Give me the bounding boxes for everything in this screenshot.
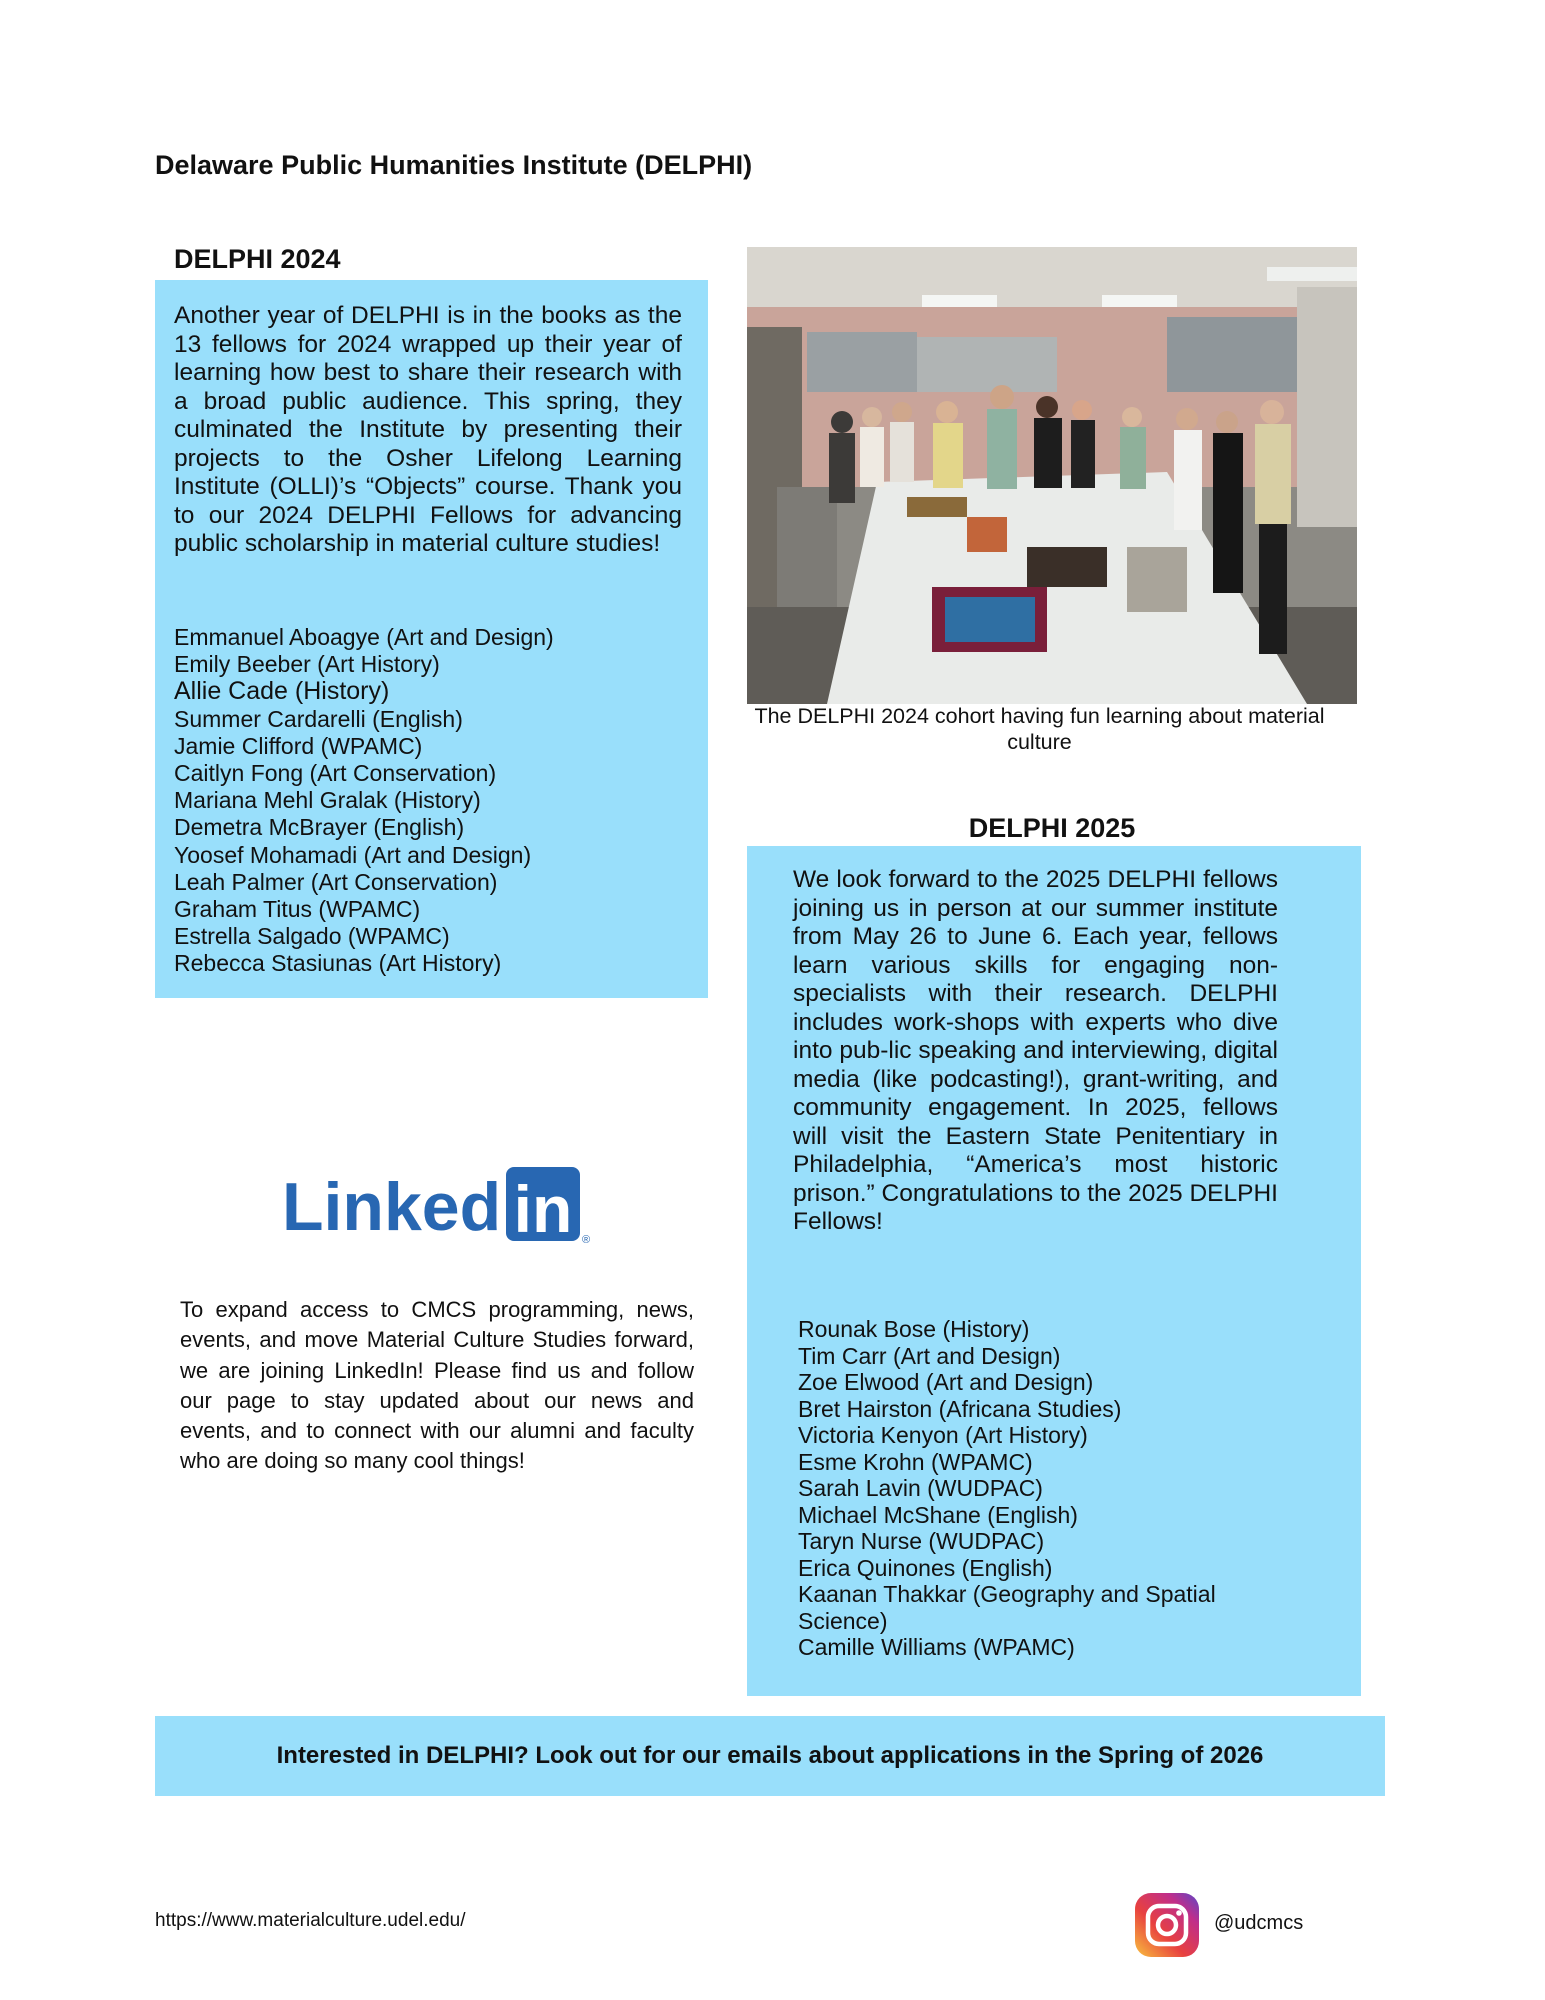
registered-mark: ® [582, 1234, 591, 1245]
list-item: Emmanuel Aboagye (Art and Design) [174, 624, 554, 650]
cohort-photo [747, 247, 1357, 704]
delphi-2025-body: We look forward to the 2025 DELPHI fellows joining us in person at our summer institute from May 26 to June 6. Each year, fellows learn various skills for engaging non-specialists with their research. DELPHI includes work-shops with experts who dive into pub-lic speaking and interviewing, digital media (like podcasting!), grant-writing, and community engagement. In 2025, fellows will visit the Eastern State Penitentiary in Philadelphia, “America’s most historic prison.” Congratulations to the 2025 DELPHI Fellows! [793, 866, 1278, 1235]
linkedin-logo-in: in [513, 1172, 573, 1245]
list-item: Summer Cardarelli (English) [174, 705, 463, 732]
list-item: Zoe Elwood (Art and Design) [798, 1369, 1094, 1395]
instagram-icon[interactable] [1135, 1893, 1199, 1957]
linkedin-icon [282, 1165, 592, 1245]
list-item: Demetra McBrayer (English) [174, 814, 465, 841]
list-item: Emily Beeber (Art History) [174, 651, 440, 678]
delphi-2024-body: Another year of DELPHI is in the books as the 13 fellows for 2024 wrapped up their year of learning how best to share their research with a broad public audience. This spring, they culminated the Institute by presenting their projects to the Osher Lifelong Learning Institute (OLLI)’s “Objects” course. Thank you to our 2024 DELPHI Fellows for advancing public scholarship in material culture studies! [174, 302, 682, 557]
list-item: Rebecca Stasiunas (Art History) [174, 950, 502, 977]
list-item: Graham Titus (WPAMC) [174, 896, 421, 923]
list-item: Rounak Bose (History) [798, 1316, 1030, 1342]
delphi-2024-fellows-list [174, 624, 694, 978]
list-item: Estrella Salgado (WPAMC) [174, 923, 450, 950]
delphi-2024-heading: DELPHI 2024 [174, 244, 341, 274]
list-item: Esme Krohn (WPAMC) [798, 1448, 1033, 1475]
list-item: Victoria Kenyon (Art History) [798, 1422, 1088, 1448]
list-item: Camille Williams (WPAMC) [798, 1634, 1075, 1660]
list-item: Leah Palmer (Art Conservation) [174, 868, 498, 895]
applications-banner [155, 1716, 1385, 1796]
list-item: Yoosef Mohamadi (Art and Design) [174, 841, 532, 868]
delphi-2025-heading: DELPHI 2025 [968, 813, 1136, 843]
list-item: Allie Cade (History) [174, 677, 390, 706]
list-item: Taryn Nurse (WUDPAC) [798, 1528, 1045, 1554]
list-item: Tim Carr (Art and Design) [798, 1342, 1061, 1369]
list-item: Sarah Lavin (WUDPAC) [798, 1475, 1043, 1501]
list-item: Kaanan Thakkar (Geography and Spatial Science) [798, 1581, 1216, 1634]
cohort-photo-illustration [747, 247, 1357, 704]
instagram-handle[interactable]: @udcmcs [1214, 1912, 1304, 1934]
banner-text: Interested in DELPHI? Look out for our emails about applications in the Spring of 2026 [276, 1742, 1264, 1769]
list-item: Michael McShane (English) [798, 1501, 1078, 1528]
list-item: Caitlyn Fong (Art Conservation) [174, 760, 497, 787]
list-item: Bret Hairston (Africana Studies) [798, 1395, 1122, 1422]
instagram-glyph [1135, 1893, 1199, 1957]
linkedin-description: To expand access to CMCS programming, news, events, and move Material Culture Studies forward, we are joining LinkedIn! Please find us and follow our page to stay updated about our news and events, and to connect with our alumni and faculty who are doing so many cool things! [180, 1297, 694, 1474]
linkedin-logo-word: Linked [282, 1169, 502, 1245]
page-title: Delaware Public Humanities Institute (DELPHI) [155, 150, 753, 180]
delphi-2025-fellows-list [798, 1316, 1298, 1661]
list-item: Erica Quinones (English) [798, 1554, 1053, 1581]
website-link[interactable]: https://www.materialculture.udel.edu/ [155, 1910, 466, 1931]
photo-caption: The DELPHI 2024 cohort having fun learning about material culture [754, 704, 1325, 754]
list-item: Jamie Clifford (WPAMC) [174, 732, 423, 759]
list-item: Mariana Mehl Gralak (History) [174, 787, 481, 814]
linkedin-logo[interactable] [282, 1165, 592, 1250]
